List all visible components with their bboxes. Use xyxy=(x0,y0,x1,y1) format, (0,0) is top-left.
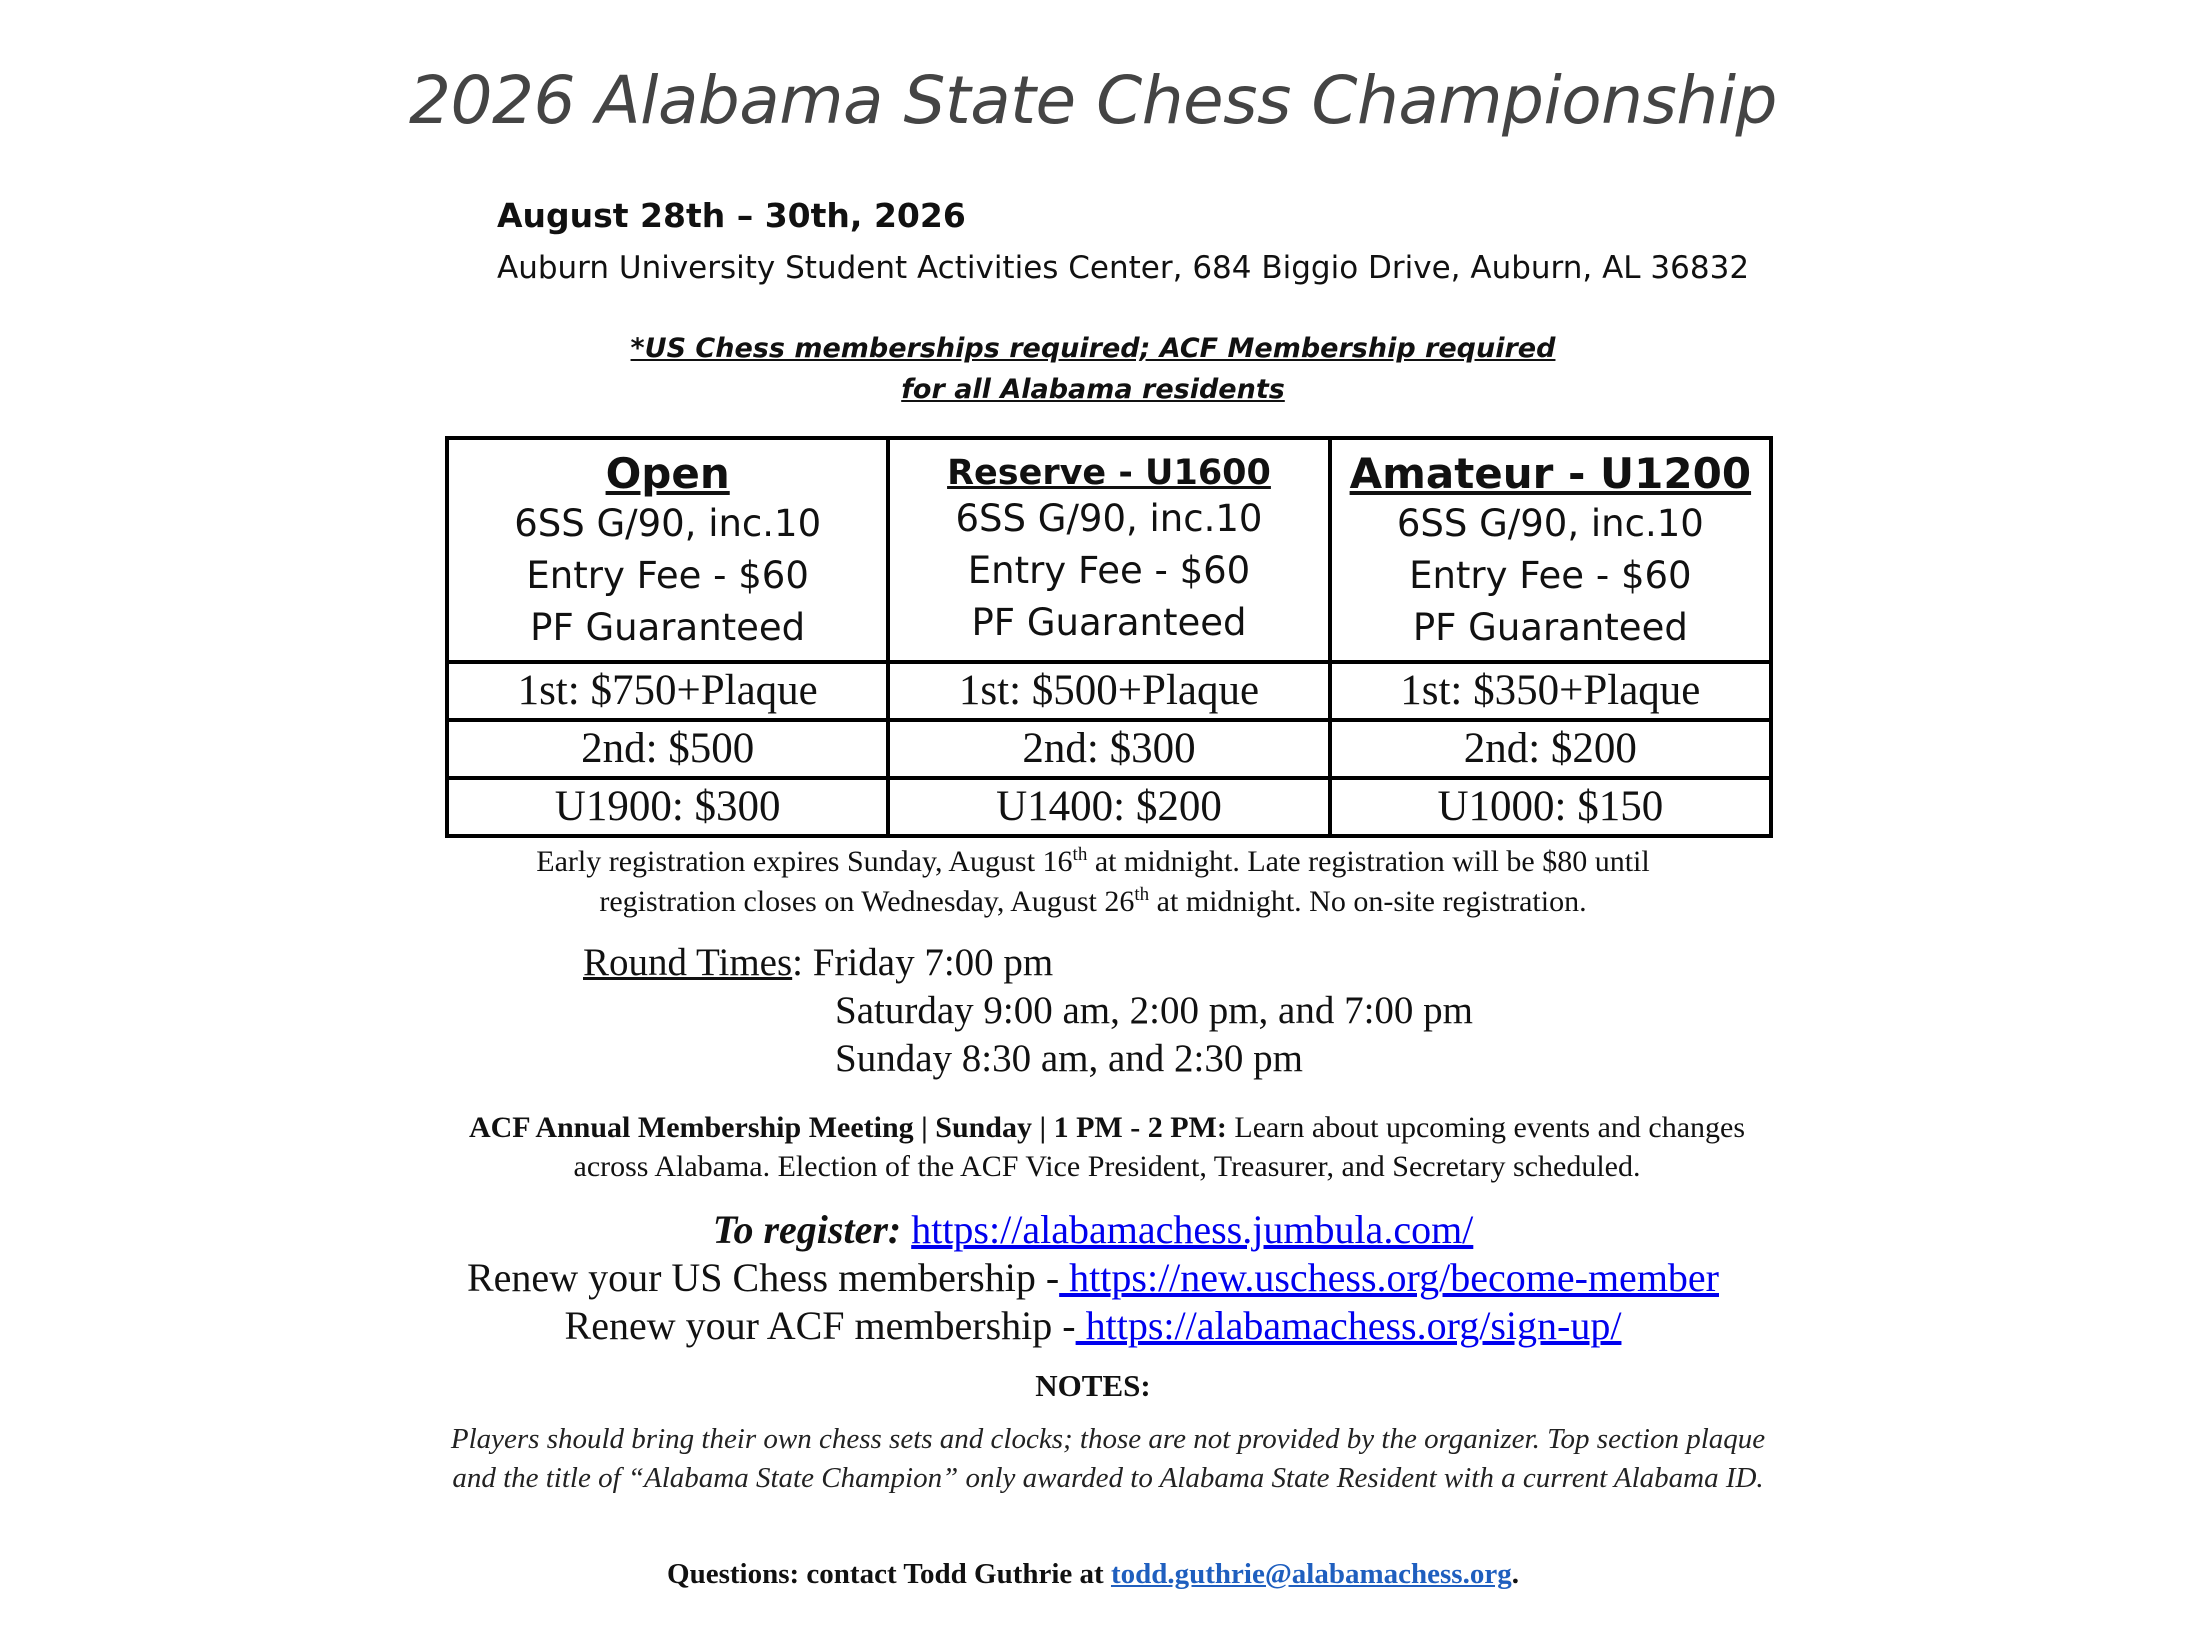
membership-requirement-line-2: for all Alabama residents xyxy=(901,374,1285,405)
questions-text: Questions: contact Todd Guthrie at xyxy=(667,1558,1111,1590)
early-text: Early registration expires Sunday, August 16 xyxy=(536,845,1073,878)
section-entry-fee: Entry Fee - $60 xyxy=(967,549,1251,592)
section-guarantee: PF Guaranteed xyxy=(530,605,806,649)
prize-cell: 2nd: $500 xyxy=(447,720,888,778)
notes-heading: NOTES: xyxy=(1035,1368,1151,1403)
section-entry-fee: Entry Fee - $60 xyxy=(1409,553,1692,597)
acf-renew-label: Renew your ACF membership - xyxy=(564,1303,1076,1348)
notes-body: Players should bring their own chess sets and clocks; those are not provided by the organizer. Top section plaque and the title of “Alabama State Champion” only awarded to Alabama State Resident with a current Alabama ID. xyxy=(450,1423,1766,1494)
early-registration-note xyxy=(0,842,2186,922)
prize-cell: 2nd: $300 xyxy=(888,720,1329,778)
page-title: 2026 Alabama State Chess Championship xyxy=(409,62,1777,139)
prize-cell: U1400: $200 xyxy=(888,778,1329,836)
uschess-renew-label: Renew your US Chess membership - xyxy=(467,1255,1060,1300)
prize-cell: 2nd: $200 xyxy=(1330,720,1771,778)
section-header-row xyxy=(447,438,1771,662)
questions-end: . xyxy=(1511,1558,1519,1590)
section-reserve xyxy=(888,438,1329,662)
ordinal-suffix: th xyxy=(1072,844,1088,865)
round-friday: : Friday 7:00 pm xyxy=(792,941,1054,984)
register-label: To register: xyxy=(712,1207,902,1252)
ordinal-suffix: th xyxy=(1134,884,1150,905)
acf-meeting-note xyxy=(447,1108,1767,1186)
prize-cell: 1st: $350+Plaque xyxy=(1330,662,1771,720)
round-sunday: Sunday 8:30 am, and 2:30 pm xyxy=(835,1037,1303,1080)
early-text: registration closes on Wednesday, August 26 xyxy=(599,885,1135,918)
section-guarantee: PF Guaranteed xyxy=(1412,605,1688,649)
section-amateur xyxy=(1330,438,1771,662)
prize-cell: 1st: $500+Plaque xyxy=(888,662,1329,720)
section-name: Amateur - U1200 xyxy=(1349,448,1752,498)
early-text: at midnight. No on-site registration. xyxy=(1149,885,1587,918)
round-times-label: Round Times xyxy=(583,941,793,984)
prize-cell: 1st: $750+Plaque xyxy=(447,662,888,720)
contact-email-link[interactable]: todd.guthrie@alabamachess.org xyxy=(1110,1558,1512,1590)
uschess-renew-link[interactable]: https://new.uschess.org/become-member xyxy=(1059,1255,1719,1300)
section-open xyxy=(447,438,888,662)
membership-requirement-line-1: *US Chess memberships required; ACF Membership required xyxy=(630,333,1556,364)
register-link[interactable]: https://alabamachess.jumbula.com/ xyxy=(911,1207,1474,1252)
questions-line xyxy=(0,1558,2186,1591)
prize-cell: U1000: $150 xyxy=(1330,778,1771,836)
early-text: at midnight. Late registration will be $80 until xyxy=(1087,845,1650,878)
acf-meeting-text: Learn about upcoming events and changes across Alabama. Election of the ACF Vice President, Treasurer, and Secretary scheduled. xyxy=(573,1111,1746,1183)
first-prize-row xyxy=(447,662,1771,720)
event-dates: August 28th – 30th, 2026 xyxy=(497,196,966,235)
round-saturday: Saturday 9:00 am, 2:00 pm, and 7:00 pm xyxy=(835,989,1474,1032)
uschess-renew-line xyxy=(0,1254,2186,1301)
section-time-control: 6SS G/90, inc.10 xyxy=(955,497,1263,540)
section-entry-fee: Entry Fee - $60 xyxy=(526,553,809,597)
round-times xyxy=(583,940,1053,985)
second-prize-row xyxy=(447,720,1771,778)
section-time-control: 6SS G/90, inc.10 xyxy=(514,501,822,545)
event-venue: Auburn University Student Activities Center, 684 Biggio Drive, Auburn, AL 36832 xyxy=(497,250,1750,286)
acf-renew-line xyxy=(0,1302,2186,1349)
section-name: Reserve - U1600 xyxy=(947,453,1271,493)
acf-renew-link[interactable]: https://alabamachess.org/sign-up/ xyxy=(1075,1303,1622,1348)
prize-cell: U1900: $300 xyxy=(447,778,888,836)
register-line xyxy=(0,1206,2186,1253)
acf-meeting-title: ACF Annual Membership Meeting | Sunday | 1 PM - 2 PM: xyxy=(468,1111,1227,1144)
class-prize-row xyxy=(447,778,1771,836)
section-name: Open xyxy=(605,448,730,498)
sections-table xyxy=(445,436,1773,838)
section-time-control: 6SS G/90, inc.10 xyxy=(1396,501,1704,545)
section-guarantee: PF Guaranteed xyxy=(971,601,1247,644)
